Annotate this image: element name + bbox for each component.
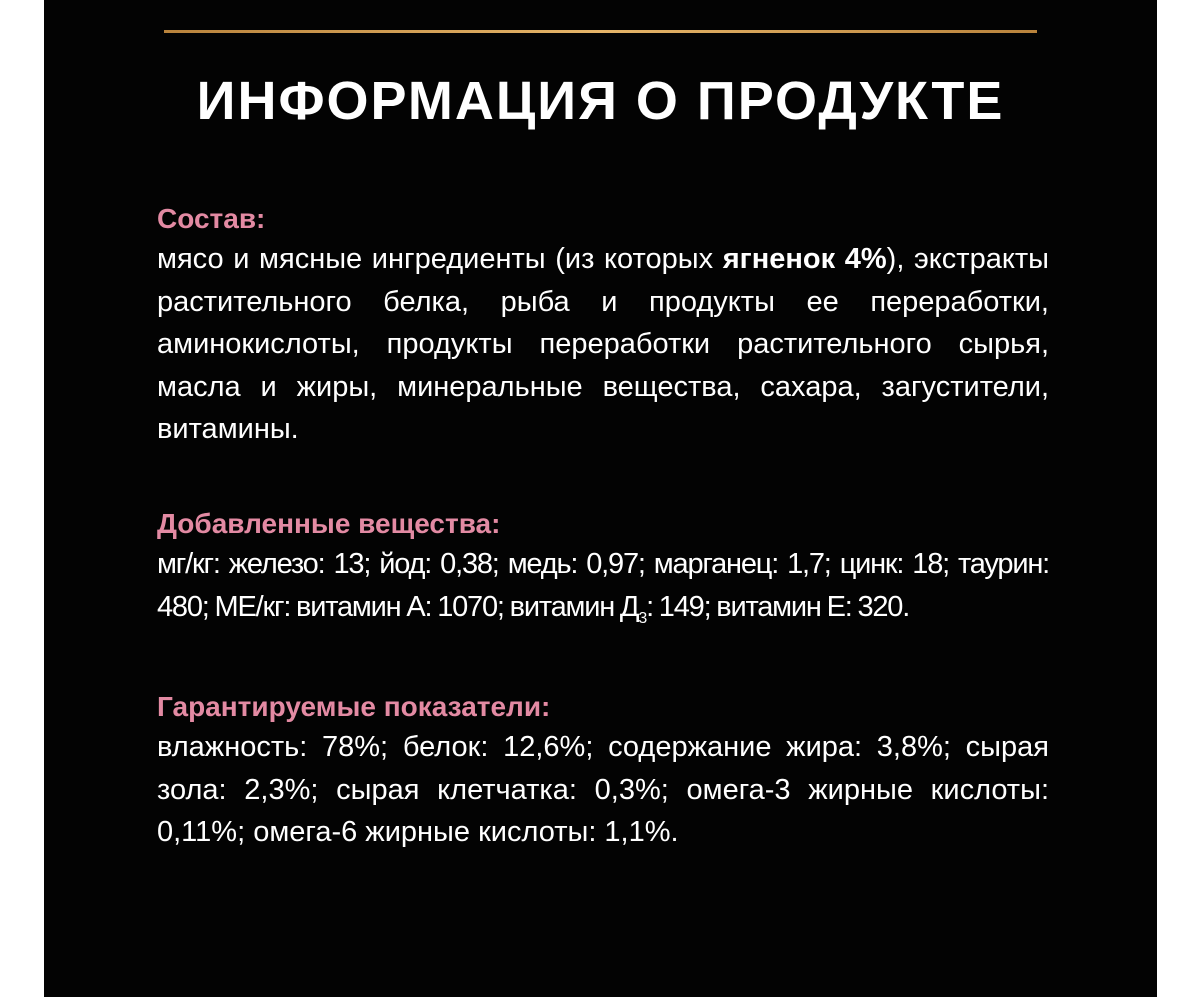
gold-divider	[164, 30, 1037, 33]
additives-heading: Добавленные вещества:	[157, 508, 501, 539]
composition-highlight: ягненок 4%	[722, 243, 887, 275]
composition-text-after: ), экстракты растительного белка, рыба и продукты ее переработки, аминокислоты, продукты переработки растительного сырья, масла и жиры, минеральные вещества, сахара, загустители, витамины.	[157, 243, 1049, 445]
guaranteed-text: влажность: 78%; белок: 12,6%; содержание жира: 3,8%; сырая зола: 2,3%; сырая клетчатка: 0,3%; омега-3 жирные кислоты: 0,11%; омега-6 жирные кислоты: 1,1%.	[157, 731, 1049, 848]
info-panel	[44, 0, 1157, 997]
additives-text-after: : 149; витамин Е: 320.	[646, 590, 910, 623]
guaranteed-section	[157, 688, 1049, 854]
page-title: ИНФОРМАЦИЯ О ПРОДУКТЕ	[196, 71, 1005, 131]
composition-text-before: мясо и мясные ингредиенты (из которых	[157, 243, 723, 275]
composition-heading: Состав:	[157, 203, 266, 234]
additives-text-before: мг/кг: железо: 13; йод: 0,38; медь: 0,97; марганец: 1,7; цинк: 18; таурин: 480; МЕ/кг: витамин А: 1070; витамин Д	[157, 548, 1049, 623]
additives-subscript: 3	[638, 609, 647, 627]
guaranteed-heading: Гарантируемые показатели:	[157, 691, 551, 722]
composition-section	[157, 200, 1049, 451]
composition-text	[157, 238, 1049, 451]
additives-section	[157, 505, 1049, 628]
additives-text	[157, 543, 1049, 628]
